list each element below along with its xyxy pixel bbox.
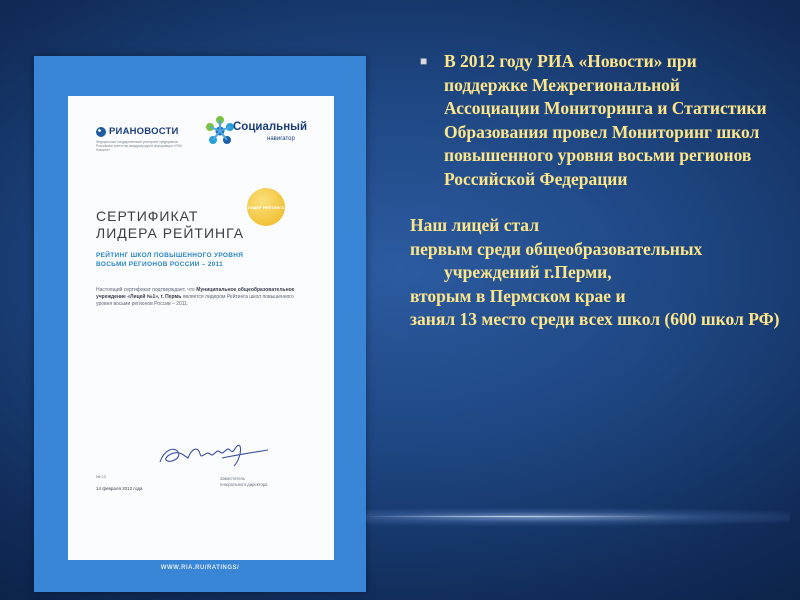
certificate-body [96, 287, 304, 309]
certificate-signer [220, 476, 267, 488]
text-line-4: занял 13 место среди всех школ (600 школ РФ) [410, 309, 780, 329]
certificate-subtitle-line2: ВОСЬМИ РЕГИОНОВ РОССИИ – 2011 [96, 261, 224, 268]
certificate-subtitle-line1: РЕЙТИНГ ШКОЛ ПОВЫШЕННОГО УРОВНЯ [96, 252, 244, 259]
certificate-title-line2: ЛИДЕРА РЕЙТИНГА [96, 225, 245, 241]
certificate-url: WWW.RIA.RU/RATINGS/ [160, 565, 240, 571]
certificate-date: 14 февраля 2012 года [96, 486, 143, 491]
ria-brand-text: РИАНОВОСТИ [109, 126, 179, 137]
text-line-3: вторым в Пермском крае и [410, 285, 626, 306]
bullet-paragraph-text: В 2012 году РИА «Новости» при поддержке Межрегиональной Ассоциации Мониторинга и Статистики Образования провел Мониторинг школ повышенного уровня восьми регионов Российской Федерации [444, 51, 767, 189]
square-bullet-icon: ■ [420, 54, 428, 68]
ria-logo-icon [96, 127, 106, 137]
social-navigator-logo [203, 114, 313, 154]
text-line-2 [410, 238, 780, 285]
bullet-paragraph [410, 50, 780, 191]
partner-subtitle: навигатор [267, 136, 295, 142]
certificate-body-intro: Настоящий сертификат подтверждает, что [96, 287, 197, 293]
signature [152, 432, 272, 472]
certificate-body-rest: является лидером Рейтинга школ повышенного уровня восьми регионов России – 2011. [96, 294, 294, 308]
certificate-subtitle [96, 251, 243, 269]
certificate-image [34, 56, 366, 592]
signer-line2: генерального директора [220, 482, 268, 487]
slide-text [410, 50, 780, 332]
certificate-body-school: Муниципальное общеобразовательное учреждение «Лицей №1», г. Пермь [96, 287, 295, 301]
signer-line1: Заместитель [220, 476, 246, 481]
certificate-number: № 13 [96, 474, 106, 479]
certificate-title [96, 208, 244, 242]
certificate-title-line1: СЕРТИФИКАТ [96, 208, 199, 224]
navigator-star-icon [203, 114, 237, 148]
text-line-2-content: первым среди общеобразовательных учреждений г.Перми, [410, 238, 703, 282]
paragraph-gap [410, 191, 780, 214]
partner-title: Социальный [233, 121, 308, 133]
ria-logo [96, 126, 179, 137]
leader-badge [247, 188, 285, 226]
text-line-1: Наш лицей стал [410, 215, 540, 235]
badge-text: ЛИДЕР РЕЙТИНГА [247, 204, 285, 210]
certificate-paper [68, 96, 334, 560]
ria-subtext: Федеральное государственное унитарное предприятие Российское агентство международной информации «РИА Новости» [96, 140, 182, 153]
bottom-glow-line [360, 516, 660, 517]
